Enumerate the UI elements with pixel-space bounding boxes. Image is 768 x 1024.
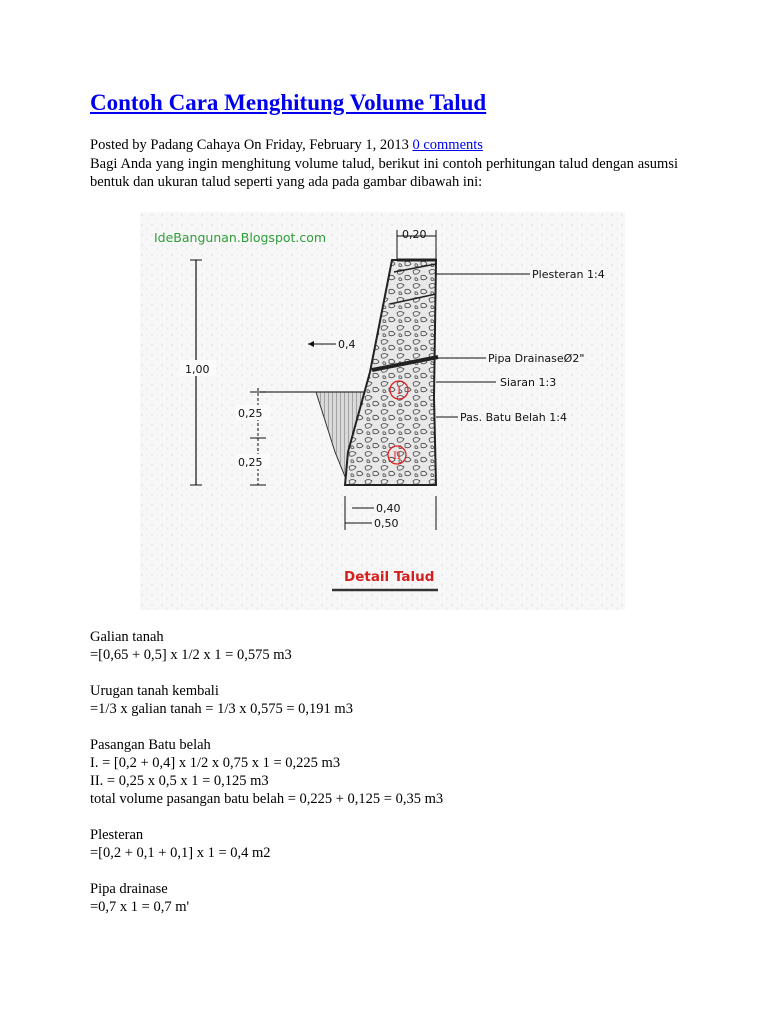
calc-urugan-title: Urugan tanah kembali: [90, 683, 219, 699]
dim-top-width: 0,20: [402, 228, 427, 241]
label-pipa: Pipa DrainaseØ2": [488, 352, 585, 365]
calc-galian-title: Galian tanah: [90, 629, 164, 645]
label-plesteran: Plesteran 1:4: [532, 268, 605, 281]
label-pas-batu: Pas. Batu Belah 1:4: [460, 411, 567, 424]
dim-height-total: 1,00: [185, 363, 210, 376]
calc-batu-line-2: II. = 0,25 x 0,5 x 1 = 0,125 m3: [90, 773, 269, 789]
calc-plesteran-title: Plesteran: [90, 827, 144, 843]
dim-slope-offset: 0,4: [338, 338, 356, 351]
dim-depth-2: 0,25: [238, 456, 263, 469]
post-meta: [90, 137, 483, 154]
label-siaran: Siaran 1:3: [500, 376, 557, 389]
post-meta-text: Posted by Padang Cahaya On Friday, February 1, 2013: [90, 137, 409, 153]
figure-caption: Detail Talud: [344, 569, 435, 585]
section-marker-2-label: II: [393, 451, 401, 462]
figure-watermark: IdeBangunan.Blogspot.com: [154, 230, 327, 245]
calc-plesteran-line: =[0,2 + 0,1 + 0,1] x 1 = 0,4 m2: [90, 845, 271, 861]
calc-galian: [90, 628, 292, 664]
calc-pipa-line: =0,7 x 1 = 0,7 m': [90, 899, 190, 915]
comments-link[interactable]: 0 comments: [412, 137, 483, 153]
calc-urugan-line: =1/3 x galian tanah = 1/3 x 0,575 = 0,191 m3: [90, 701, 353, 717]
dim-depth-1: 0,25: [238, 407, 263, 420]
dim-bottom-inner: 0,40: [376, 502, 401, 515]
dim-bottom-outer: 0,50: [374, 517, 399, 530]
calc-plesteran: [90, 826, 271, 862]
article-title[interactable]: Contoh Cara Menghitung Volume Talud: [90, 90, 487, 115]
calc-batu: [90, 736, 443, 808]
calc-galian-line: =[0,65 + 0,5] x 1/2 x 1 = 0,575 m3: [90, 647, 292, 663]
calc-pipa-title: Pipa drainase: [90, 881, 168, 897]
talud-figure: [140, 212, 625, 610]
calc-batu-title: Pasangan Batu belah: [90, 737, 211, 753]
calc-urugan: [90, 682, 353, 718]
calc-batu-line-3: total volume pasangan batu belah = 0,225 + 0,125 = 0,35 m3: [90, 791, 444, 807]
calc-batu-line-1: I. = [0,2 + 0,4] x 1/2 x 0,75 x 1 = 0,225 m3: [90, 755, 341, 771]
section-marker-1-label: I: [396, 384, 402, 397]
intro-paragraph: Bagi Anda yang ingin menghitung volume talud, berikut ini contoh perhitungan talud dengan asumsi bentuk dan ukuran talud seperti yang ada pada gambar dibawah ini:: [90, 156, 678, 190]
calc-pipa: [90, 880, 189, 916]
talud-diagram: [140, 212, 625, 610]
